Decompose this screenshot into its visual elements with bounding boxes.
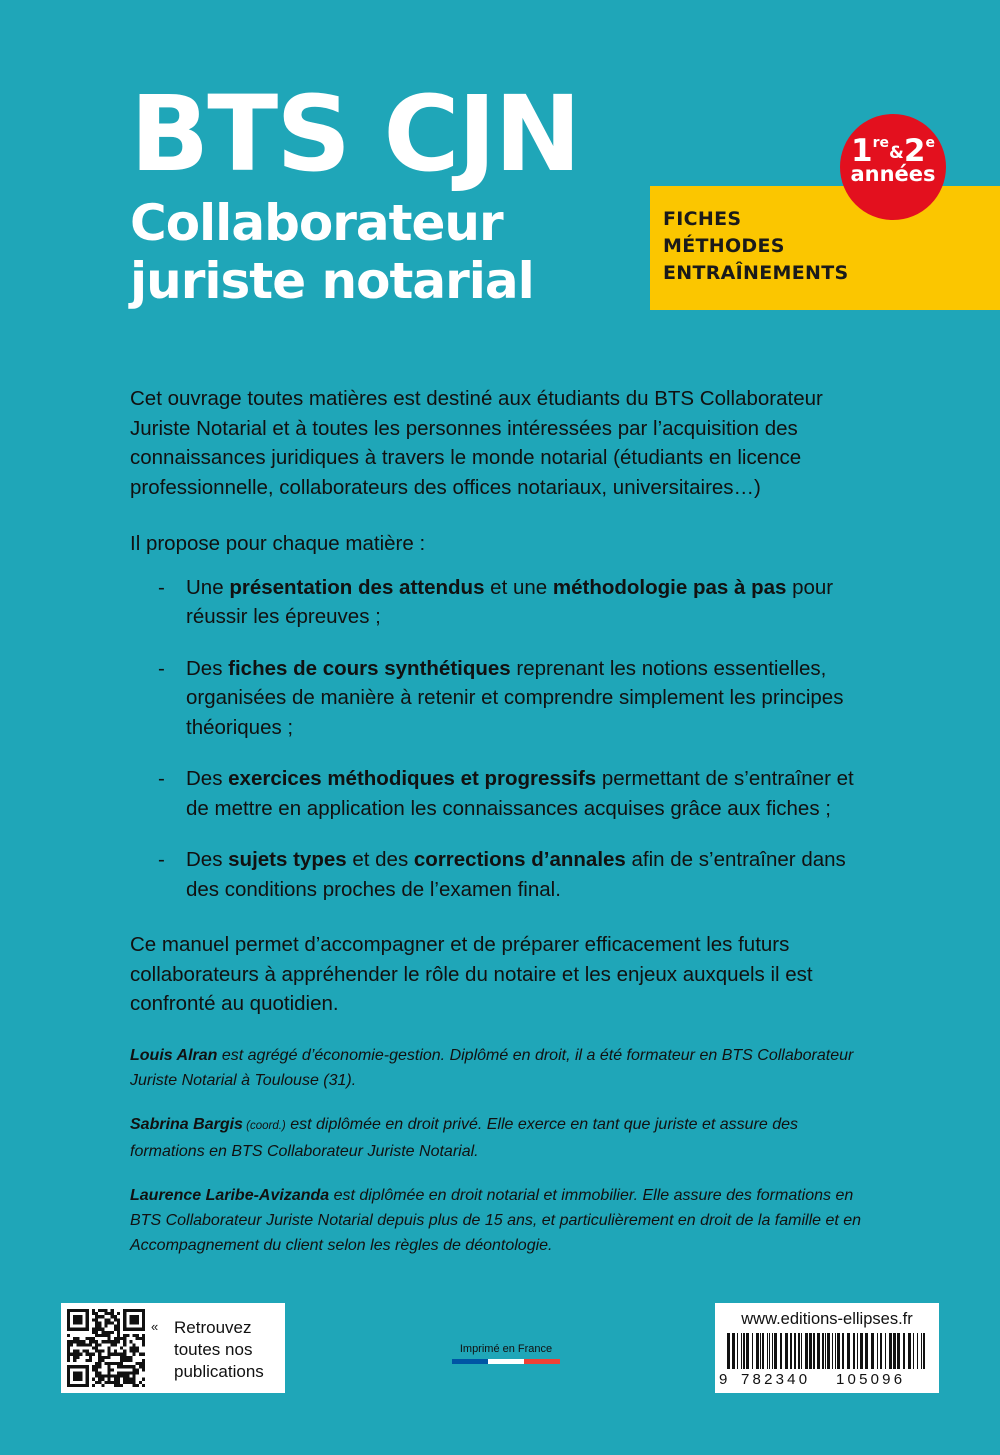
list-item: [130, 654, 865, 743]
bullet-emphasis: méthodologie pas à pas: [552, 575, 787, 599]
bullet-text: et une: [484, 575, 553, 599]
intro-paragraph: Cet ouvrage toutes matières est destiné aux étudiants du BTS Collaborateur Juriste Notarial et à toutes les personnes intéressées par l’acquisition des connaissances juridiques à travers le monde notarial (étudiants en licence professionnelle, collaborateurs des offices notariaux, universitaires…): [130, 387, 823, 499]
flag-stripe-red: [524, 1359, 560, 1364]
flag-stripe-white: [488, 1359, 524, 1364]
printed-label: Imprimé en France: [459, 1343, 553, 1355]
author-bio: [130, 1183, 865, 1258]
bullet-emphasis: fiches de cours synthétiques: [228, 656, 511, 680]
subtitle-line-2: juriste notarial: [130, 252, 534, 310]
keyword-fiches: FICHES: [663, 208, 742, 230]
closing-paragraph: Ce manuel permet d’accompagner et de préparer efficacement les futurs collaborateurs à appréhender le rôle du notaire et les enjeux auxquels il est confronté au quotidien.: [130, 933, 813, 1015]
flag-stripe-blue: [452, 1359, 488, 1364]
bullet-emphasis: exercices méthodiques et progressifs: [228, 767, 597, 790]
author-name: Laurence Laribe-Avizanda: [130, 1187, 330, 1204]
isbn-first-digit: 9: [719, 1371, 728, 1388]
features-list: [130, 573, 865, 905]
author-description: est diplômée en droit privé. Elle exerce en tant que juriste et assure des formations en BTS Collaborateur Juriste Notarial.: [130, 1116, 799, 1160]
badge-first-number: 1: [851, 133, 873, 169]
qr-panel: [61, 1303, 285, 1393]
list-item: [130, 764, 865, 823]
subtitle-line-1: Collaborateur: [130, 194, 503, 252]
publisher-website[interactable]: www.editions-ellipses.fr: [741, 1310, 913, 1328]
badge-second-number: 2: [903, 133, 926, 169]
author-role-note: (coord.): [242, 1120, 286, 1132]
badge-first-suffix: re: [872, 135, 890, 151]
list-dash: -: [158, 656, 165, 680]
printed-in-france: [452, 1343, 560, 1364]
bullet-emphasis: présentation des attendus: [229, 575, 485, 599]
qr-caption: [174, 1317, 264, 1383]
bullet-text: pour réussir les épreuves ;: [186, 575, 834, 628]
badge-second-suffix: e: [925, 135, 935, 151]
qr-caption-line: toutes nos: [174, 1340, 253, 1359]
subtitle: [130, 194, 630, 310]
author-bios: [130, 1043, 865, 1277]
bullet-text: Des: [186, 767, 229, 790]
isbn-right-digits: 105096: [836, 1371, 906, 1388]
list-item: [130, 573, 865, 632]
author-name: Louis Alran: [130, 1047, 218, 1064]
qr-caption-line: publications: [174, 1362, 264, 1381]
isbn-left-digits: 782340: [741, 1371, 811, 1388]
author-name: Sabrina Bargis: [130, 1116, 243, 1133]
bullet-text: reprenant les notions essentielles, organisées de manière à retenir et comprendre simplement les principes théoriques ;: [186, 656, 844, 739]
bullet-text: afin de s’entraîner dans des conditions proches de l’examen final.: [186, 848, 846, 901]
list-dash: -: [158, 575, 165, 599]
bullet-emphasis: corrections d’annales: [413, 848, 626, 871]
bullet-text: Des: [186, 656, 229, 680]
list-dash: -: [158, 767, 165, 790]
bullet-emphasis: sujets types: [228, 848, 347, 871]
qr-caption-line: Retrouvez: [174, 1318, 252, 1337]
bullet-text: et des: [346, 848, 414, 871]
author-description: est diplômée en droit notarial et immobilier. Elle assure des formations en BTS Collaborateur Juriste Notarial depuis plus de 15 ans, et particulièrement en droit de la famille et en Accompagnement du client selon les règles de déontologie.: [130, 1187, 862, 1254]
badge-years-label: années: [850, 162, 936, 186]
qr-code-icon[interactable]: [67, 1309, 145, 1387]
years-badge: [840, 114, 946, 220]
main-title: BTS CJN: [130, 73, 580, 195]
keyword-methodes: MÉTHODES: [663, 235, 785, 257]
barcode-icon: [727, 1333, 929, 1369]
keyword-entrainements: ENTRAÎNEMENTS: [663, 262, 849, 284]
badge-ampersand: &: [889, 143, 904, 163]
description: [130, 384, 865, 1019]
bullet-text: permettant de s’entraîner et de mettre en application les connaissances acquises grâce aux fiches ;: [186, 767, 854, 820]
list-dash: -: [158, 848, 165, 871]
bullet-text: Des: [186, 848, 229, 871]
keywords-box: [650, 186, 1000, 310]
lead-sentence: Il propose pour chaque matière :: [130, 532, 426, 555]
french-flag-icon: [452, 1359, 560, 1364]
chevron-left-icon: «: [151, 1319, 159, 1334]
barcode-panel: [715, 1303, 939, 1393]
author-bio: [130, 1112, 865, 1164]
bullet-text: Une: [186, 575, 230, 599]
author-description: est agrégé d’économie-gestion. Diplômé en droit, il a été formateur en BTS Collaborateur Juriste Notarial à Toulouse (31).: [130, 1047, 854, 1089]
author-bio: [130, 1043, 865, 1093]
list-item: [130, 845, 865, 904]
